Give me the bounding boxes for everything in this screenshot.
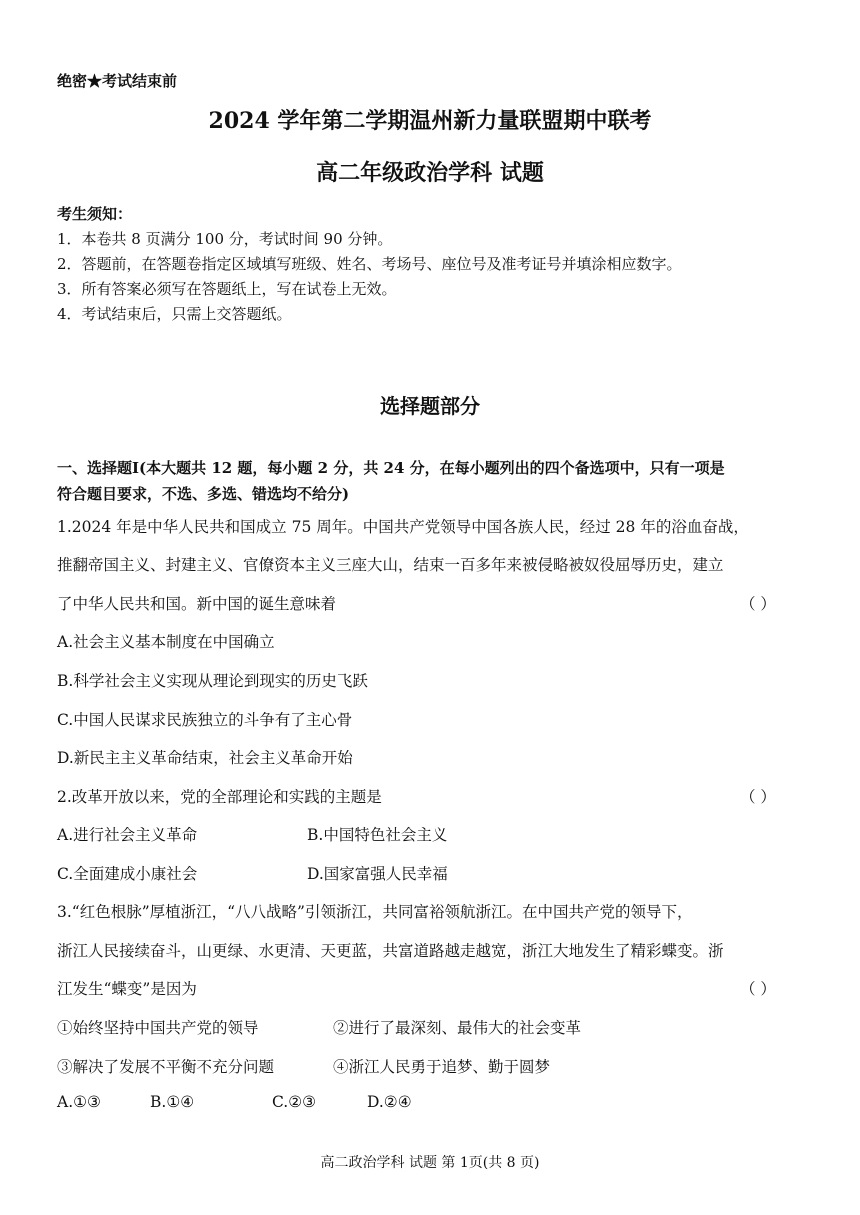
q3-statement-3: ③解决了发展不平衡不充分问题 — [57, 1058, 275, 1076]
q3-option-c: C.②③ — [272, 1093, 317, 1111]
q1-option-d: D.新民主主义革命结束，社会主义革命开始 — [57, 749, 353, 767]
q3-stem-line3: 江发生“蝶变”是因为 — [57, 980, 197, 998]
exam-subtitle: 高二年级政治学科 试题 — [316, 160, 544, 186]
q2-option-b: B.中国特色社会主义 — [307, 826, 448, 844]
q2-answer-paren: （ ） — [740, 788, 776, 806]
confidential-mark: 绝密★考试结束前 — [57, 72, 178, 90]
q1-answer-paren: （ ） — [740, 595, 776, 613]
part-instructions-line2: 符合题目要求，不选、多选、错选均不给分) — [57, 485, 350, 503]
q2-option-a: A.进行社会主义革命 — [57, 826, 198, 844]
q1-stem-line2: 推翻帝国主义、封建主义、官僚资本主义三座大山，结束一百多年来被侵略被奴役屈辱历史，建立 — [57, 556, 724, 574]
q3-stem-line2: 浙江人民接续奋斗，山更绿、水更清、天更蓝，共富道路越走越宽，浙江大地发生了精彩蝶变。浙 — [57, 942, 724, 960]
q3-option-a: A.①③ — [57, 1093, 101, 1111]
q2-option-c: C.全面建成小康社会 — [57, 865, 198, 883]
note-item: 1．本卷共 8 页满分 100 分，考试时间 90 分钟。 — [57, 230, 393, 248]
section-title: 选择题部分 — [380, 394, 480, 418]
part-instructions-line1: 一、选择题Ⅰ(本大题共 12 题，每小题 2 分，共 24 分，在每小题列出的四个备选项中，只有一项是 — [57, 459, 725, 477]
exam-title: 2024 学年第二学期温州新力量联盟期中联考 — [208, 108, 652, 134]
q3-stem-line1: 3.“红色根脉”厚植浙江，“八八战略”引领浙江，共同富裕领航浙江。在中国共产党的领导下， — [57, 903, 693, 921]
q1-stem-line1: 1.2024 年是中华人民共和国成立 75 周年。中国共产党领导中国各族人民，经过 28 年的浴血奋战， — [57, 518, 749, 536]
q3-option-d: D.②④ — [367, 1093, 412, 1111]
q3-option-b: B.①④ — [150, 1093, 195, 1111]
q2-option-d: D.国家富强人民幸福 — [307, 865, 448, 883]
note-item: 3．所有答案必须写在答题纸上，写在试卷上无效。 — [57, 280, 397, 298]
q3-statement-4: ④浙江人民勇于追梦、勤于圆梦 — [333, 1058, 551, 1076]
q1-option-b: B.科学社会主义实现从理论到现实的历史飞跃 — [57, 672, 368, 690]
q2-stem: 2.改革开放以来，党的全部理论和实践的主题是 — [57, 788, 382, 806]
notes-heading: 考生须知： — [57, 205, 133, 223]
q3-statement-2: ②进行了最深刻、最伟大的社会变革 — [333, 1019, 582, 1037]
q3-statement-1: ①始终坚持中国共产党的领导 — [57, 1019, 259, 1037]
note-item: 2．答题前，在答题卷指定区域填写班级、姓名、考场号、座位号及准考证号并填涂相应数字。 — [57, 255, 682, 273]
q1-stem-line3: 了中华人民共和国。新中国的诞生意味着 — [57, 595, 337, 613]
q1-option-a: A.社会主义基本制度在中国确立 — [57, 633, 275, 651]
note-item: 4．考试结束后，只需上交答题纸。 — [57, 305, 292, 323]
q1-option-c: C.中国人民谋求民族独立的斗争有了主心骨 — [57, 711, 353, 729]
page-footer: 高二政治学科 试题 第 1页(共 8 页) — [320, 1155, 540, 1171]
q3-answer-paren: （ ） — [740, 980, 776, 998]
